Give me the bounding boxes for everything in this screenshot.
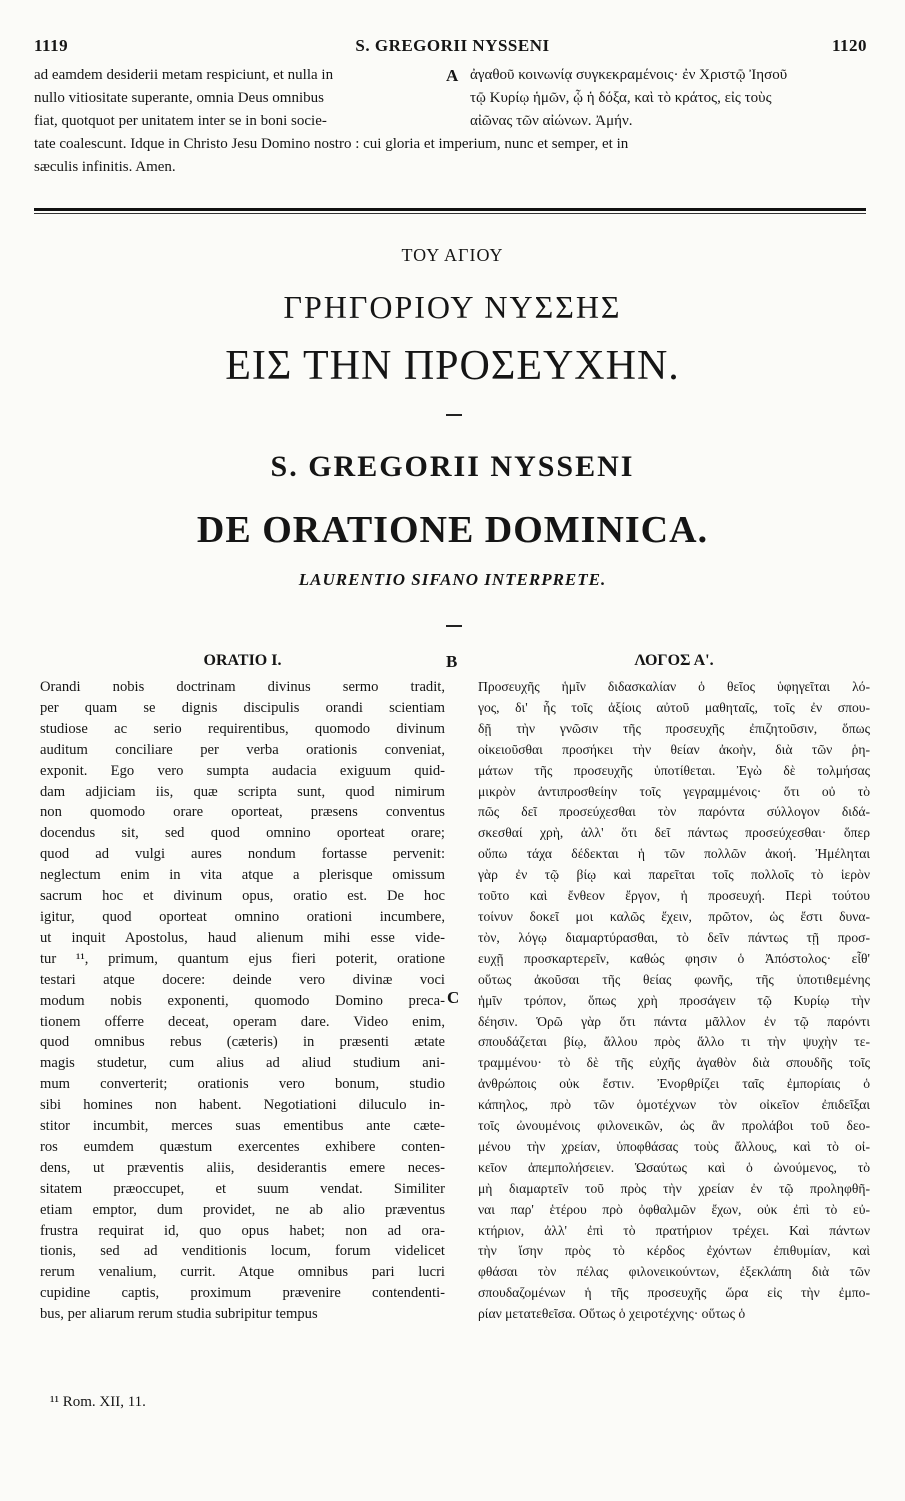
text-line: sæculis infinitis. Amen. xyxy=(34,159,176,175)
greek-column-heading: ΛΟΓΟΣ Α'. xyxy=(634,652,714,669)
text-line: ad eamdem desiderii metam respiciunt, et nulla in xyxy=(34,67,334,83)
text-line: docendus sit, sed quod omnino oporteat orare; xyxy=(40,825,445,842)
latin-column-heading: ORATIO I. xyxy=(203,652,282,669)
text-line: ευχῇ προσκαρτερεῖν, καθώς φησιν ὁ Ἀπόστολος· εἶθ' xyxy=(478,950,870,966)
text-line: ναι παρ' ἑτέρου πρὸ ὀφθαλμῶν ἔχων, οὐκ ἐπὶ τὸ εὐ- xyxy=(478,1201,870,1217)
text-line: πῶς δεῖ προσεύχεσθαι τὸν παρόντα σύλλογον διδά- xyxy=(478,804,870,820)
section-rule xyxy=(34,208,866,211)
page-number-right: 1120 xyxy=(831,36,867,55)
text-line: κτήριον, ἀλλ' ἐπὶ τὸ πρατήριον τρέχει. Καὶ πάντων xyxy=(478,1222,870,1238)
margin-marker-c: C xyxy=(447,988,460,1007)
text-line: κάπηλος, πρὸ τῶν ὁμοτέχνων τὸν οἰκεῖον ἐπιδεῖξαι xyxy=(478,1097,870,1113)
text-line: τῷ Κυρίῳ ἡμῶν, ᾧ ἡ δόξα, καὶ τὸ κράτος, εἰς τοὺς xyxy=(470,90,772,106)
text-line: οὕτως ἀκοῦσαι τῆς θείας φωνῆς, τῆς ὑποτιθεμένης xyxy=(478,971,870,987)
text-line: τὸν, λόγῳ διαμαρτύρασθαι, τὸ δεῖν πάντως τῇ προσ- xyxy=(478,929,870,945)
text-line: auditum conciliare per verba orationis conveniat, xyxy=(40,741,445,758)
text-line: bus, per aliarum rerum studia subripitur tempus xyxy=(40,1306,318,1323)
text-line: ros eumdem quæstum exercentes exhibere conten- xyxy=(40,1138,445,1155)
text-line: οὔπω τάχα δέδεκται ἡ τῶν πολλῶν ἀκοή. Ἠμέληται xyxy=(478,846,870,862)
text-line: quod omnibus rebus (cæteris) in præsenti ætate xyxy=(40,1034,445,1051)
text-line: σπουδάζεται βίῳ, ἄλλου πρὸς ἄλλο τι τὴν ψυχὴν τε- xyxy=(478,1034,870,1050)
latin-work-title: DE ORATIONE DOMINICA. xyxy=(196,509,709,551)
text-line: quod ad vulgi aures nondum fortasse pervenit: xyxy=(40,846,445,863)
text-line: φθάσαι τὸν πέλας φιλονεικούντων, ἐξεκλάπη διὰ τῶν xyxy=(478,1264,870,1280)
text-line: Orandi nobis doctrinam divinus sermo tradit, xyxy=(40,679,445,695)
text-line: studiose ac serio requirentibus, quomodo divinum xyxy=(40,720,445,737)
text-line: σπουδαζομένων ἡ τῆς προσευχῆς ὥρα εἰς τὴν ἐμπο- xyxy=(478,1285,870,1301)
margin-marker-b: B xyxy=(446,652,458,671)
text-line: τραμμένου· τὸ δὲ τῆς εὐχῆς ἀγαθὸν διὰ σπουδῆς τοῖς xyxy=(478,1055,870,1071)
latin-column xyxy=(40,677,445,1325)
text-line: fiat, quotquot per unitatem inter se in boni socie- xyxy=(34,113,327,129)
running-title: S. GREGORII NYSSENI xyxy=(355,36,550,55)
text-line: τοίνυν δοκεῖ μοι καλῶς ἔχειν, πρῶτον, ὡς ἔστι δυνα- xyxy=(478,908,870,924)
text-line: dens, ut præventis aliis, desiderantis emere neces- xyxy=(40,1159,445,1176)
text-line: dam adjiciam iis, quæ scripta sunt, quod nimirum xyxy=(40,783,445,800)
greek-column xyxy=(478,677,870,1325)
text-line: ἡμῖν τρόπον, ὅπως χρὴ προσάγειν τῷ Κυρίῳ τὴν xyxy=(478,992,870,1008)
text-line: mum converterit; orationis vero bonum, studio xyxy=(40,1076,445,1093)
text-line: exponit. Ego vero sumpta audacia exiguum quid- xyxy=(40,762,445,779)
text-line: stitor incumbit, merces suas ementibus ante cæte- xyxy=(40,1118,445,1135)
text-line: δῇ τὴν γνῶσιν τῆς προσευχῆς ἐπιζητοῦσιν, ὅπως xyxy=(478,720,870,736)
top-full-width-block xyxy=(34,133,874,179)
text-line: sibi homines non habent. Negotiationi diluculo in- xyxy=(40,1097,445,1114)
text-line: testari atque docere: deinde vero divinæ voci xyxy=(40,971,445,988)
title-divider xyxy=(446,414,462,416)
text-line: rerum venalium, currit. Atque omnibus pari lucri xyxy=(40,1264,445,1281)
text-line: γος, δι' ἧς τοῖς ἀξίοις αὐτοῦ μαθηταῖς, τοῖς ἐν σπου- xyxy=(478,699,870,715)
title-divider xyxy=(446,625,462,627)
text-line: τὴν ἴσην πρὸς τὸ κέρδος ἐχόντων ἐπιθυμίαν, καὶ xyxy=(478,1243,870,1259)
section-rule-thin xyxy=(34,213,866,214)
page-number-left: 1119 xyxy=(34,36,69,55)
text-line: ἀγαθοῦ κοινωνίᾳ συγκεκραμένοις· ἐν Χριστῷ Ἰησοῦ xyxy=(470,67,788,83)
text-line: μικρὸν ἀντιπροσθείην τοῖς γεγραμμένοις· ὅτι οὐ τὸ xyxy=(478,783,870,799)
text-line: modum nobis exponenti, quomodo Domino preca- xyxy=(40,992,445,1009)
text-line: δέησιν. Ὁρῶ γὰρ ὅτι πάντα μᾶλλον ἐν τῷ παρόντι xyxy=(478,1013,870,1029)
text-line: αἰῶνας τῶν αἰώνων. Ἀμήν. xyxy=(470,113,633,129)
text-line: sacrum hoc et divinum opus, oratio est. De hoc xyxy=(40,888,445,905)
text-line: οἰκειοῦσθαι προσήκει τὴν θείαν ἀκοὴν, διὰ τῶν ῥη- xyxy=(478,741,870,757)
text-line: κεῖον ἀπεμπολήσειεν. Ὡσαύτως καὶ ὁ ὠνούμενος, τὸ xyxy=(478,1159,870,1175)
text-line: μάτων τῆς προσευχῆς ὑποτίθεται. Ἐγὼ δὲ τολμήσας xyxy=(478,762,870,778)
text-line: per quam se dignis discipulis orandi scientiam xyxy=(40,699,445,716)
text-line: etiam emptor, dum providet, ne ab alio præventus xyxy=(40,1201,445,1218)
text-line: frustra requirat id, quo opus habet; non ad ora- xyxy=(40,1222,445,1239)
top-greek-block xyxy=(470,64,870,133)
text-line: neglectum enim in vita atque a plerisque omissum xyxy=(40,867,445,884)
text-line: tate coalescunt. Idque in Christo Jesu Domino nostro : cui gloria et imperium, nunc et semper, et in xyxy=(34,136,629,152)
text-line: μένου τὴν χρείαν, ὑποφθάσας τοὺς ἄλλους, καὶ τὸ οἰ- xyxy=(478,1138,870,1154)
text-line: sitatem præoccupet, et suum vendat. Similiter xyxy=(40,1180,445,1197)
text-line: ut inquit Apostolus, haud alienum mihi esse vide- xyxy=(40,929,445,946)
text-line: σκεσθαί χρὴ, ἀλλ' ὅτι δεῖ πάντως προσεύχεσθαι· ὅπερ xyxy=(478,825,870,841)
top-latin-block xyxy=(34,64,464,133)
text-line: cupidine captis, proximum prævenire contendenti- xyxy=(40,1285,445,1302)
text-line: ἀνθρώποις οὐκ ἔστιν. Ἐνορθρίζει ταῖς ἐμπορίαις ὁ xyxy=(478,1076,870,1092)
text-line: non quomodo orare oporteat, præsens conventus xyxy=(40,804,445,821)
greek-author-title: ΓΡΗΓΟΡΙΟΥ ΝΥΣΣΗΣ xyxy=(283,289,622,325)
text-line: τοῦτο καὶ ἔνθεον ἔργον, ἡ προσευχή. Περὶ τούτου xyxy=(478,888,870,904)
interpreter-line: LAURENTIO SIFANO INTERPRETE. xyxy=(298,570,607,589)
text-line: tur ¹¹, primum, quantum ejus fieri poterit, oratione xyxy=(40,950,445,967)
text-line: tionem offerre deceat, operam dare. Video enim, xyxy=(40,1013,445,1030)
text-line: tionis, sed ad venditionis locum, forum videlicet xyxy=(40,1243,445,1260)
greek-work-title: ΕΙΣ ΤΗΝ ΠΡΟΣΕΥΧΗΝ. xyxy=(225,343,680,389)
text-line: nullo vitiositate superante, omnia Deus omnibus xyxy=(34,90,324,106)
footnote: ¹¹ Rom. XII, 11. xyxy=(50,1394,146,1410)
latin-author-title: S. GREGORII NYSSENI xyxy=(270,450,635,483)
greek-small-title: ΤΟΥ ΑΓΙΟΥ xyxy=(401,245,504,265)
text-line: μὴ διαμαρτεῖν τοῦ πρὸς τὴν χρείαν ἐν τῷ προληφθῆ- xyxy=(478,1180,870,1196)
text-line: γὰρ ἐν τῷ βίῳ καὶ παρεῖται τοῖς πολλοῖς τὸ ἱερὸν xyxy=(478,867,870,883)
margin-marker-a: A xyxy=(446,66,459,85)
text-line: magis studetur, cum alius ad aliud studium ani- xyxy=(40,1055,445,1072)
text-line: Προσευχῆς ἡμῖν διδασκαλίαν ὁ θεῖος ὑφηγεῖται λό- xyxy=(478,679,870,694)
text-line: τοῖς ὠνουμένοις φιλονεικῶν, ὡς ἂν προλάβοι τοῦ δεο- xyxy=(478,1118,870,1134)
text-line: ρίαν μετατεθεῖσα. Οὕτως ὁ χειροτέχνης· οὕτως ὁ xyxy=(478,1306,746,1322)
text-line: igitur, quod oporteat omnino orationi incumbere, xyxy=(40,908,445,925)
